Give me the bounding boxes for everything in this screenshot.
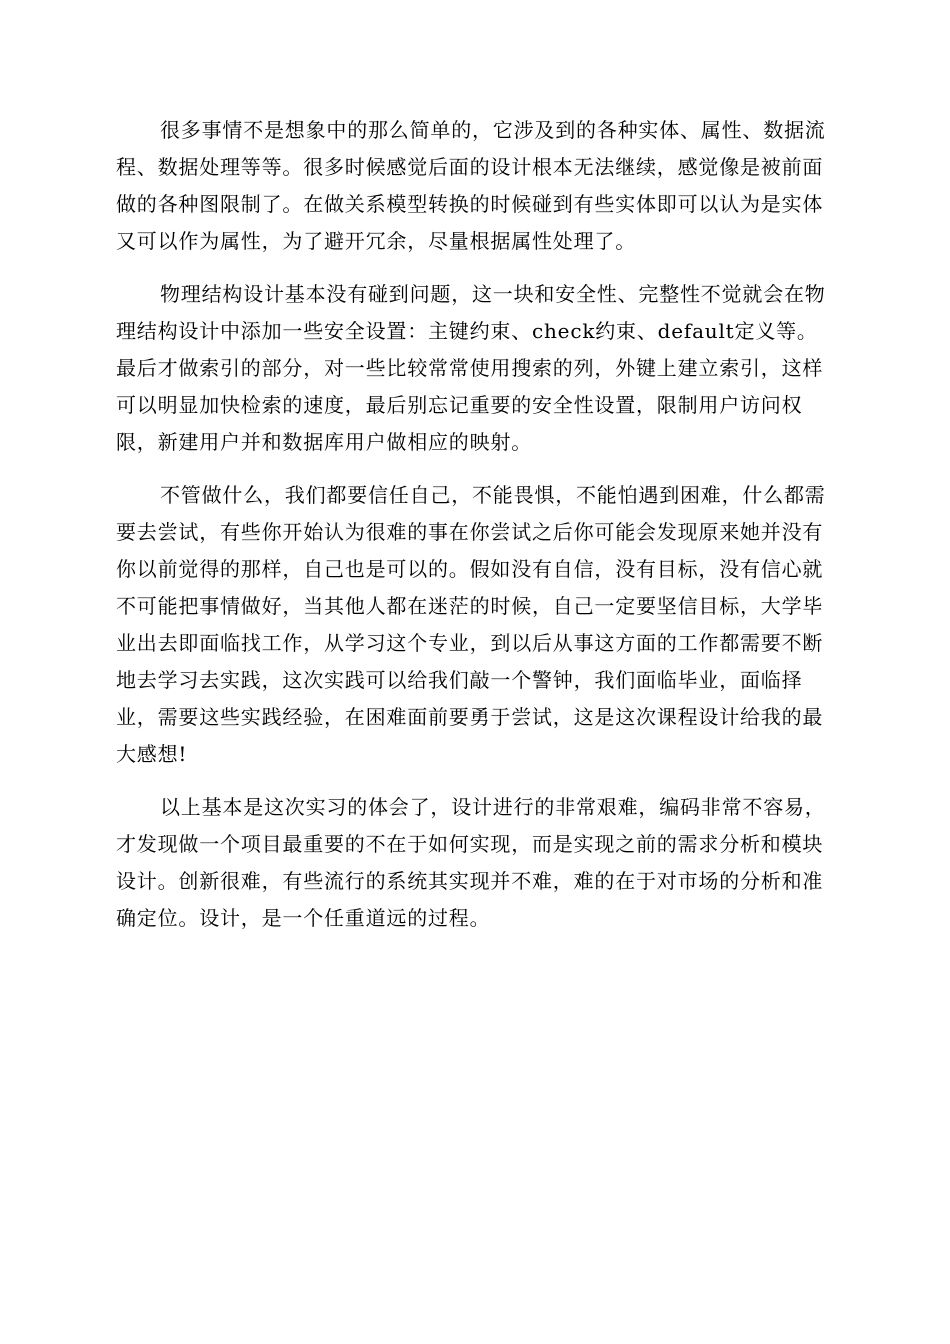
paragraph-summary: 以上基本是这次实习的体会了，设计进行的非常艰难，编码非常不容易，才发现做一个项目最重要的不在于如何实现，而是实现之前的需求分析和模块设计。创新很难，有些流行的系统其实现并不难，难的在于对市场的分析和准确定位。设计，是一个任重道远的过程。 bbox=[116, 795, 826, 930]
paragraph-physical-design: 物理结构设计基本没有碰到问题，这一块和安全性、完整性不觉就会在物理结构设计中添加一些安全设置：主键约束、check约束、default定义等。最后才做索引的部分，对一些比较常常使用搜索的列，外键上建立索引，这样可以明显加快检索的速度，最后别忘记重要的安全性设置，限制用户访问权限，新建用户并和数据库用户做相应的映射。 bbox=[116, 282, 826, 454]
paragraph-reflection-difficulty: 很多事情不是想象中的那么简单的，它涉及到的各种实体、属性、数据流程、数据处理等等。很多时候感觉后面的设计根本无法继续，感觉像是被前面做的各种图限制了。在做关系模型转换的时候碰到有些实体即可以认为是实体又可以作为属性，为了避开冗余，尽量根据属性处理了。 bbox=[116, 118, 826, 253]
paragraph-gap bbox=[116, 461, 834, 477]
paragraph-self-confidence: 不管做什么，我们都要信任自己，不能畏惧，不能怕遇到困难，什么都需要去尝试，有些你开始认为很难的事在你尝试之后你可能会发现原来她并没有你以前觉得的那样，自己也是可以的。假如没有自信，没有目标，没有信心就不可能把事情做好，当其他人都在迷茫的时候，自己一定要坚信目标，大学毕业出去即面临找工作，从学习这个专业，到以后从事这方面的工作都需要不断地去学习去实践，这次实践可以给我们敲一个警钟，我们面临毕业，面临择业，需要这些实践经验，在困难面前要勇于尝试，这是这次课程设计给我的最大感想! bbox=[116, 483, 826, 766]
paragraph-gap bbox=[116, 260, 834, 276]
paragraph-gap bbox=[116, 773, 834, 789]
document-body bbox=[116, 112, 834, 937]
